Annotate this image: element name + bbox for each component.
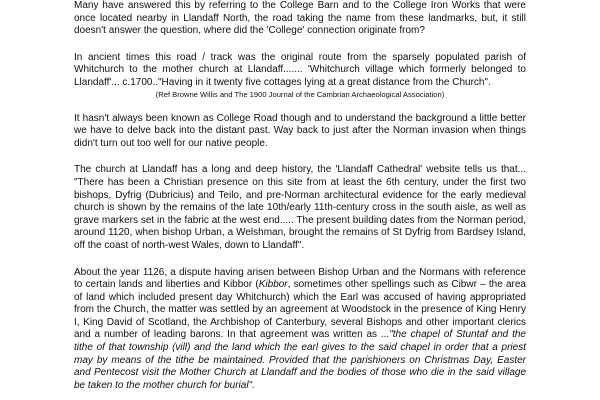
paragraph-dispute-1126: [74, 267, 526, 393]
document-body: [74, 0, 526, 400]
dispute-text-middle: , sometimes other spellings such as Cibwr – the area of land which included present day Whitchurch) which the Earl was accused of having appropriated from the Church, the matter was settled by an agreement at Woodstock in the presence of King Henry I, King David of Scotland, the Archbishop of Canterbury, several Bishops and other important clerics and a number of leading barons. In that agreement was written as ...: [74, 279, 526, 341]
paragraph-llandaff-church: The church at Llandaff has a long and deep history, the 'Llandaff Cathedral' website tells us that... "There has been a Christian presence on this site from at least the 6th century, under the first two bishops, Dyfrig (Dubricius) and Teilo, and pre-Norman architectural evidence for the early medieval church is shown by the remains of the late 10th/early 11th-century cross in the south aisle, as well as grave markers set in the fabric at the west end..... The present building dates from the Norman period, around 1120, when bishop Urban, a Welshman, brought the remains of St Dyfrig from Bardsey Island, off the coast of north-west Wales, down to Llandaff".: [74, 164, 526, 251]
paragraph-ancient-route: In ancient times this road / track was the original route from the sparsely populated parish of Whitchurch to the mother church at Llandaff....... 'Whitchurch village which formerly belonged to Llandaff'... c.1700.."Having in it twenty five cottages lying at a great distance from the Church".: [74, 51, 526, 88]
paragraph-college-barn: Many have answered this by referring to the College Barn and to the College Iron Works that were once located nearby in Llandaff North, the road taking the name from these landmarks, but, it still doesn't answer the question, where did the 'College' connection originate from?: [74, 0, 526, 37]
reference-citation: (Ref Browne Willis and The 1900 Journal of the Cambrian Archaeological Association): [155, 89, 445, 99]
kibbor-italic: Kibbor: [258, 279, 288, 291]
agreement-quote: "the chapel of Stuntaf and the tithe of that township (vill) and the land which the earl gives to the said chapel in order that a priest may by means of the tithe be maintained. Provided that the parishioners on Christmas Day, Easter and Pentecost visit the Mother Church at Llandaff and the bodies of those who die in the said village be taken to the mother church for burial".: [74, 329, 526, 391]
paragraph-college-road-history: It hasn't always been known as College Road though and to understand the background a little better we have to delve back into the distant past. Way back to just after the Norman invasion when things didn't turn out too well for our native people.: [74, 112, 526, 149]
dispute-text-start: About the year 1126, a dispute having arisen between Bishop Urban and the Normans with reference to certain lands and liberties and Kibbor (: [74, 266, 526, 291]
